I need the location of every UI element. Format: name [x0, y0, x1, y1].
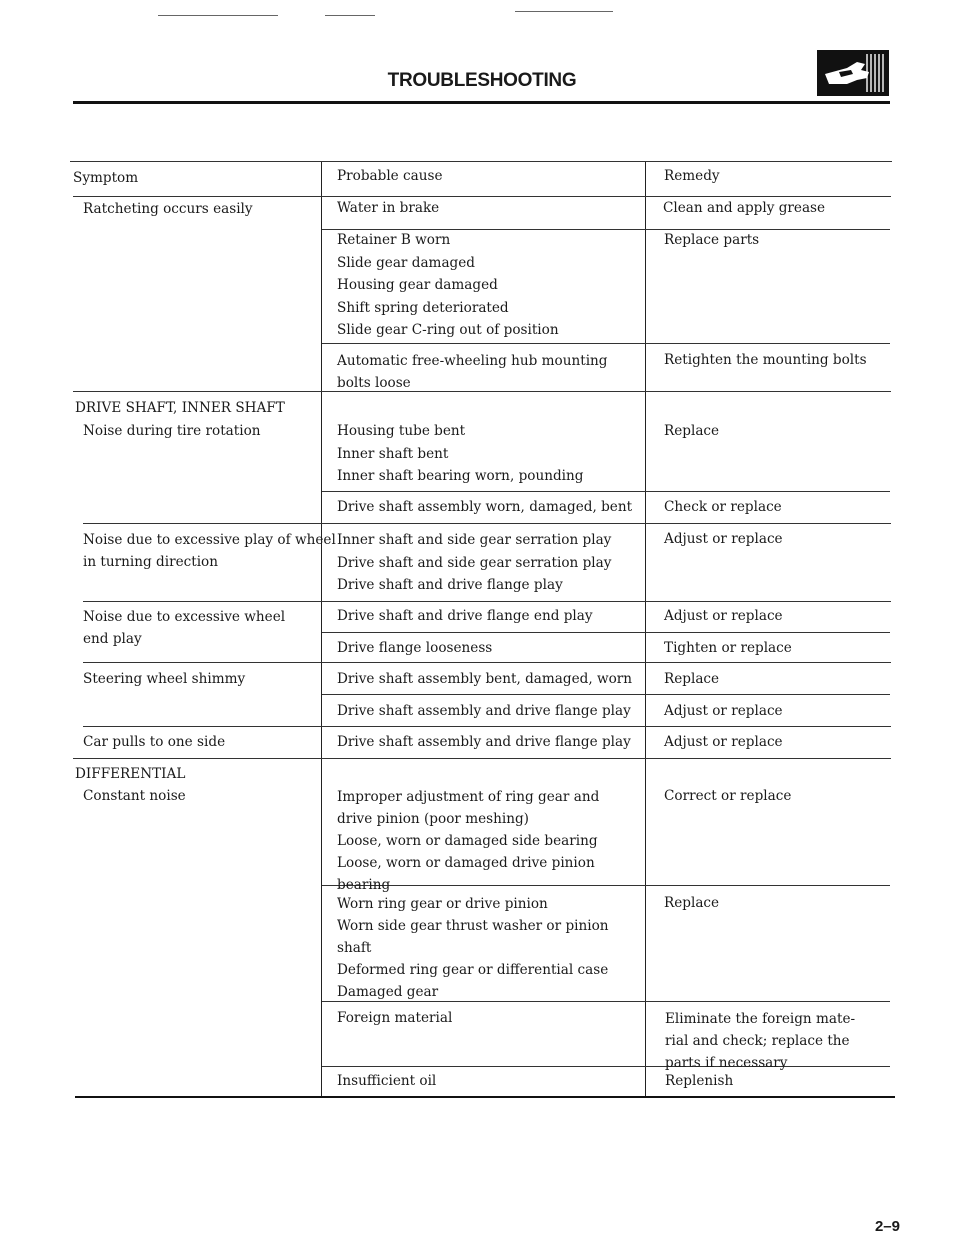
- header-symptom: Symptom: [73, 170, 139, 186]
- remedy-eliminate-line-3: parts if necessary: [665, 1055, 788, 1071]
- table-top-rule: [70, 161, 892, 162]
- cause-deformed: Deformed ring gear or differential case: [337, 962, 609, 978]
- symptom-noise-play: [83, 532, 336, 576]
- wrench-hand-icon: [817, 50, 889, 96]
- cause-group-meshing: [337, 789, 599, 899]
- cause-hub-line-2: bolts loose: [337, 375, 411, 391]
- cause-slide-gear: Slide gear damaged: [337, 254, 475, 271]
- remedy-retighten: Retighten the mounting bolts: [664, 352, 867, 368]
- cause-foreign-material: Foreign material: [337, 1010, 453, 1026]
- cause-ds-flange-play: Drive shaft and drive flange play: [337, 577, 563, 593]
- top-scan-line: [158, 15, 278, 16]
- remedy-eliminate-line-2: rial and check; replace the: [665, 1033, 850, 1049]
- top-scan-line: [515, 11, 613, 12]
- row-rule: [322, 491, 890, 492]
- row-rule: [322, 343, 890, 344]
- column-divider: [321, 162, 322, 1097]
- cause-pinion-bearing-line-1: Loose, worn or damaged drive pinion: [337, 855, 595, 871]
- cause-ds-flange-asm: Drive shaft assembly and drive flange play: [337, 703, 631, 719]
- remedy-replenish: Replenish: [665, 1073, 734, 1089]
- symptom-noise-play-line-1: Noise due to excessive play of wheel: [83, 532, 336, 548]
- symptom-constant-noise: Constant noise: [83, 788, 186, 804]
- cause-pinion-bearing-line-2: bearing: [337, 877, 391, 893]
- remedy-adjust-replace: Adjust or replace: [664, 734, 783, 750]
- cause-inner-shaft: Inner shaft bent: [337, 445, 449, 462]
- cause-insufficient-oil: Insufficient oil: [337, 1073, 437, 1089]
- remedy-clean-grease: Clean and apply grease: [663, 200, 826, 216]
- symptom-noise-end-play: [83, 609, 285, 653]
- cause-group-gears: [337, 229, 559, 342]
- header-remedy: Remedy: [664, 168, 720, 184]
- cause-ring-gear-line-1: Improper adjustment of ring gear and: [337, 789, 600, 805]
- remedy-correct-replace: Correct or replace: [664, 788, 792, 804]
- cause-inner-serration: Inner shaft and side gear serration play: [337, 532, 612, 548]
- cause-housing-tube: Housing tube bent: [337, 423, 466, 439]
- row-rule: [322, 694, 890, 695]
- cause-side-bearing: Loose, worn or damaged side bearing: [337, 833, 598, 849]
- cause-shift-spring: Shift spring deteriorated: [337, 299, 509, 316]
- remedy-tighten-replace: Tighten or replace: [664, 640, 792, 656]
- remedy-eliminate-line-1: Eliminate the foreign mate-: [665, 1011, 856, 1027]
- cause-thrust-line-1: Worn side gear thrust washer or pinion: [337, 918, 609, 934]
- cause-retainer: Retainer B worn: [337, 232, 451, 248]
- cause-ds-serration: Drive shaft and side gear serration play: [337, 554, 612, 571]
- cause-group-serration: [337, 529, 611, 597]
- symptom-noise-end-line-2: end play: [83, 631, 142, 647]
- cause-flange-loose: Drive flange looseness: [337, 640, 493, 656]
- page-number: 2–9: [874, 1218, 900, 1235]
- cause-ring-gear-line-2: drive pinion (poor meshing): [337, 811, 529, 827]
- symptom-ratcheting: Ratcheting occurs easily: [83, 201, 253, 217]
- row-rule: [73, 758, 891, 759]
- row-rule: [83, 523, 891, 524]
- table-bottom-rule: [75, 1096, 895, 1098]
- cause-ds-flange-asm: Drive shaft assembly and drive flange play: [337, 734, 631, 750]
- section-drive-shaft: DRIVE SHAFT, INNER SHAFT: [75, 400, 285, 416]
- cause-group-housing: [337, 420, 584, 488]
- cause-inner-bearing: Inner shaft bearing worn, pounding: [337, 468, 584, 484]
- cause-ds-bent: Drive shaft assembly bent, damaged, worn: [337, 671, 633, 687]
- symptom-noise-tire: Noise during tire rotation: [83, 423, 261, 439]
- cause-worn-ring: Worn ring gear or drive pinion: [337, 896, 548, 912]
- cause-hub-line-1: Automatic free-wheeling hub mounting: [337, 353, 608, 369]
- cause-damaged-gear: Damaged gear: [337, 984, 439, 1000]
- cause-thrust-line-2: shaft: [337, 940, 372, 956]
- cause-hub-bolts: [337, 353, 608, 397]
- symptom-shimmy: Steering wheel shimmy: [83, 671, 246, 687]
- remedy-replace: Replace: [664, 423, 720, 439]
- cause-group-worn-gears: [337, 896, 609, 1006]
- remedy-adjust-replace: Adjust or replace: [664, 703, 783, 719]
- header-probable-cause: Probable cause: [337, 168, 443, 184]
- remedy-replace-parts: Replace parts: [664, 232, 760, 248]
- symptom-car-pulls: Car pulls to one side: [83, 734, 226, 750]
- remedy-replace: Replace: [664, 895, 720, 911]
- remedy-check-replace: Check or replace: [664, 499, 782, 515]
- page-title: TROUBLESHOOTING: [387, 70, 577, 91]
- header-rule: [73, 101, 890, 104]
- remedy-replace: Replace: [664, 671, 720, 687]
- cause-water-in-brake: Water in brake: [337, 200, 440, 216]
- cause-ds-worn: Drive shaft assembly worn, damaged, bent: [337, 499, 633, 515]
- row-rule: [83, 601, 891, 602]
- row-rule: [83, 662, 891, 663]
- remedy-eliminate: [665, 1011, 855, 1077]
- top-scan-line: [325, 15, 375, 16]
- remedy-adjust-replace: Adjust or replace: [664, 531, 783, 547]
- section-differential: DIFFERENTIAL: [75, 766, 186, 782]
- column-divider: [645, 162, 646, 1097]
- cause-housing-gear: Housing gear damaged: [337, 277, 498, 293]
- symptom-noise-end-line-1: Noise due to excessive wheel: [83, 609, 286, 625]
- cause-ds-flange-end: Drive shaft and drive flange end play: [337, 608, 593, 624]
- symptom-noise-play-line-2: in turning direction: [83, 554, 218, 570]
- row-rule: [83, 726, 891, 727]
- row-rule: [322, 632, 890, 633]
- remedy-adjust-replace: Adjust or replace: [664, 608, 783, 624]
- cause-c-ring: Slide gear C-ring out of position: [337, 322, 559, 338]
